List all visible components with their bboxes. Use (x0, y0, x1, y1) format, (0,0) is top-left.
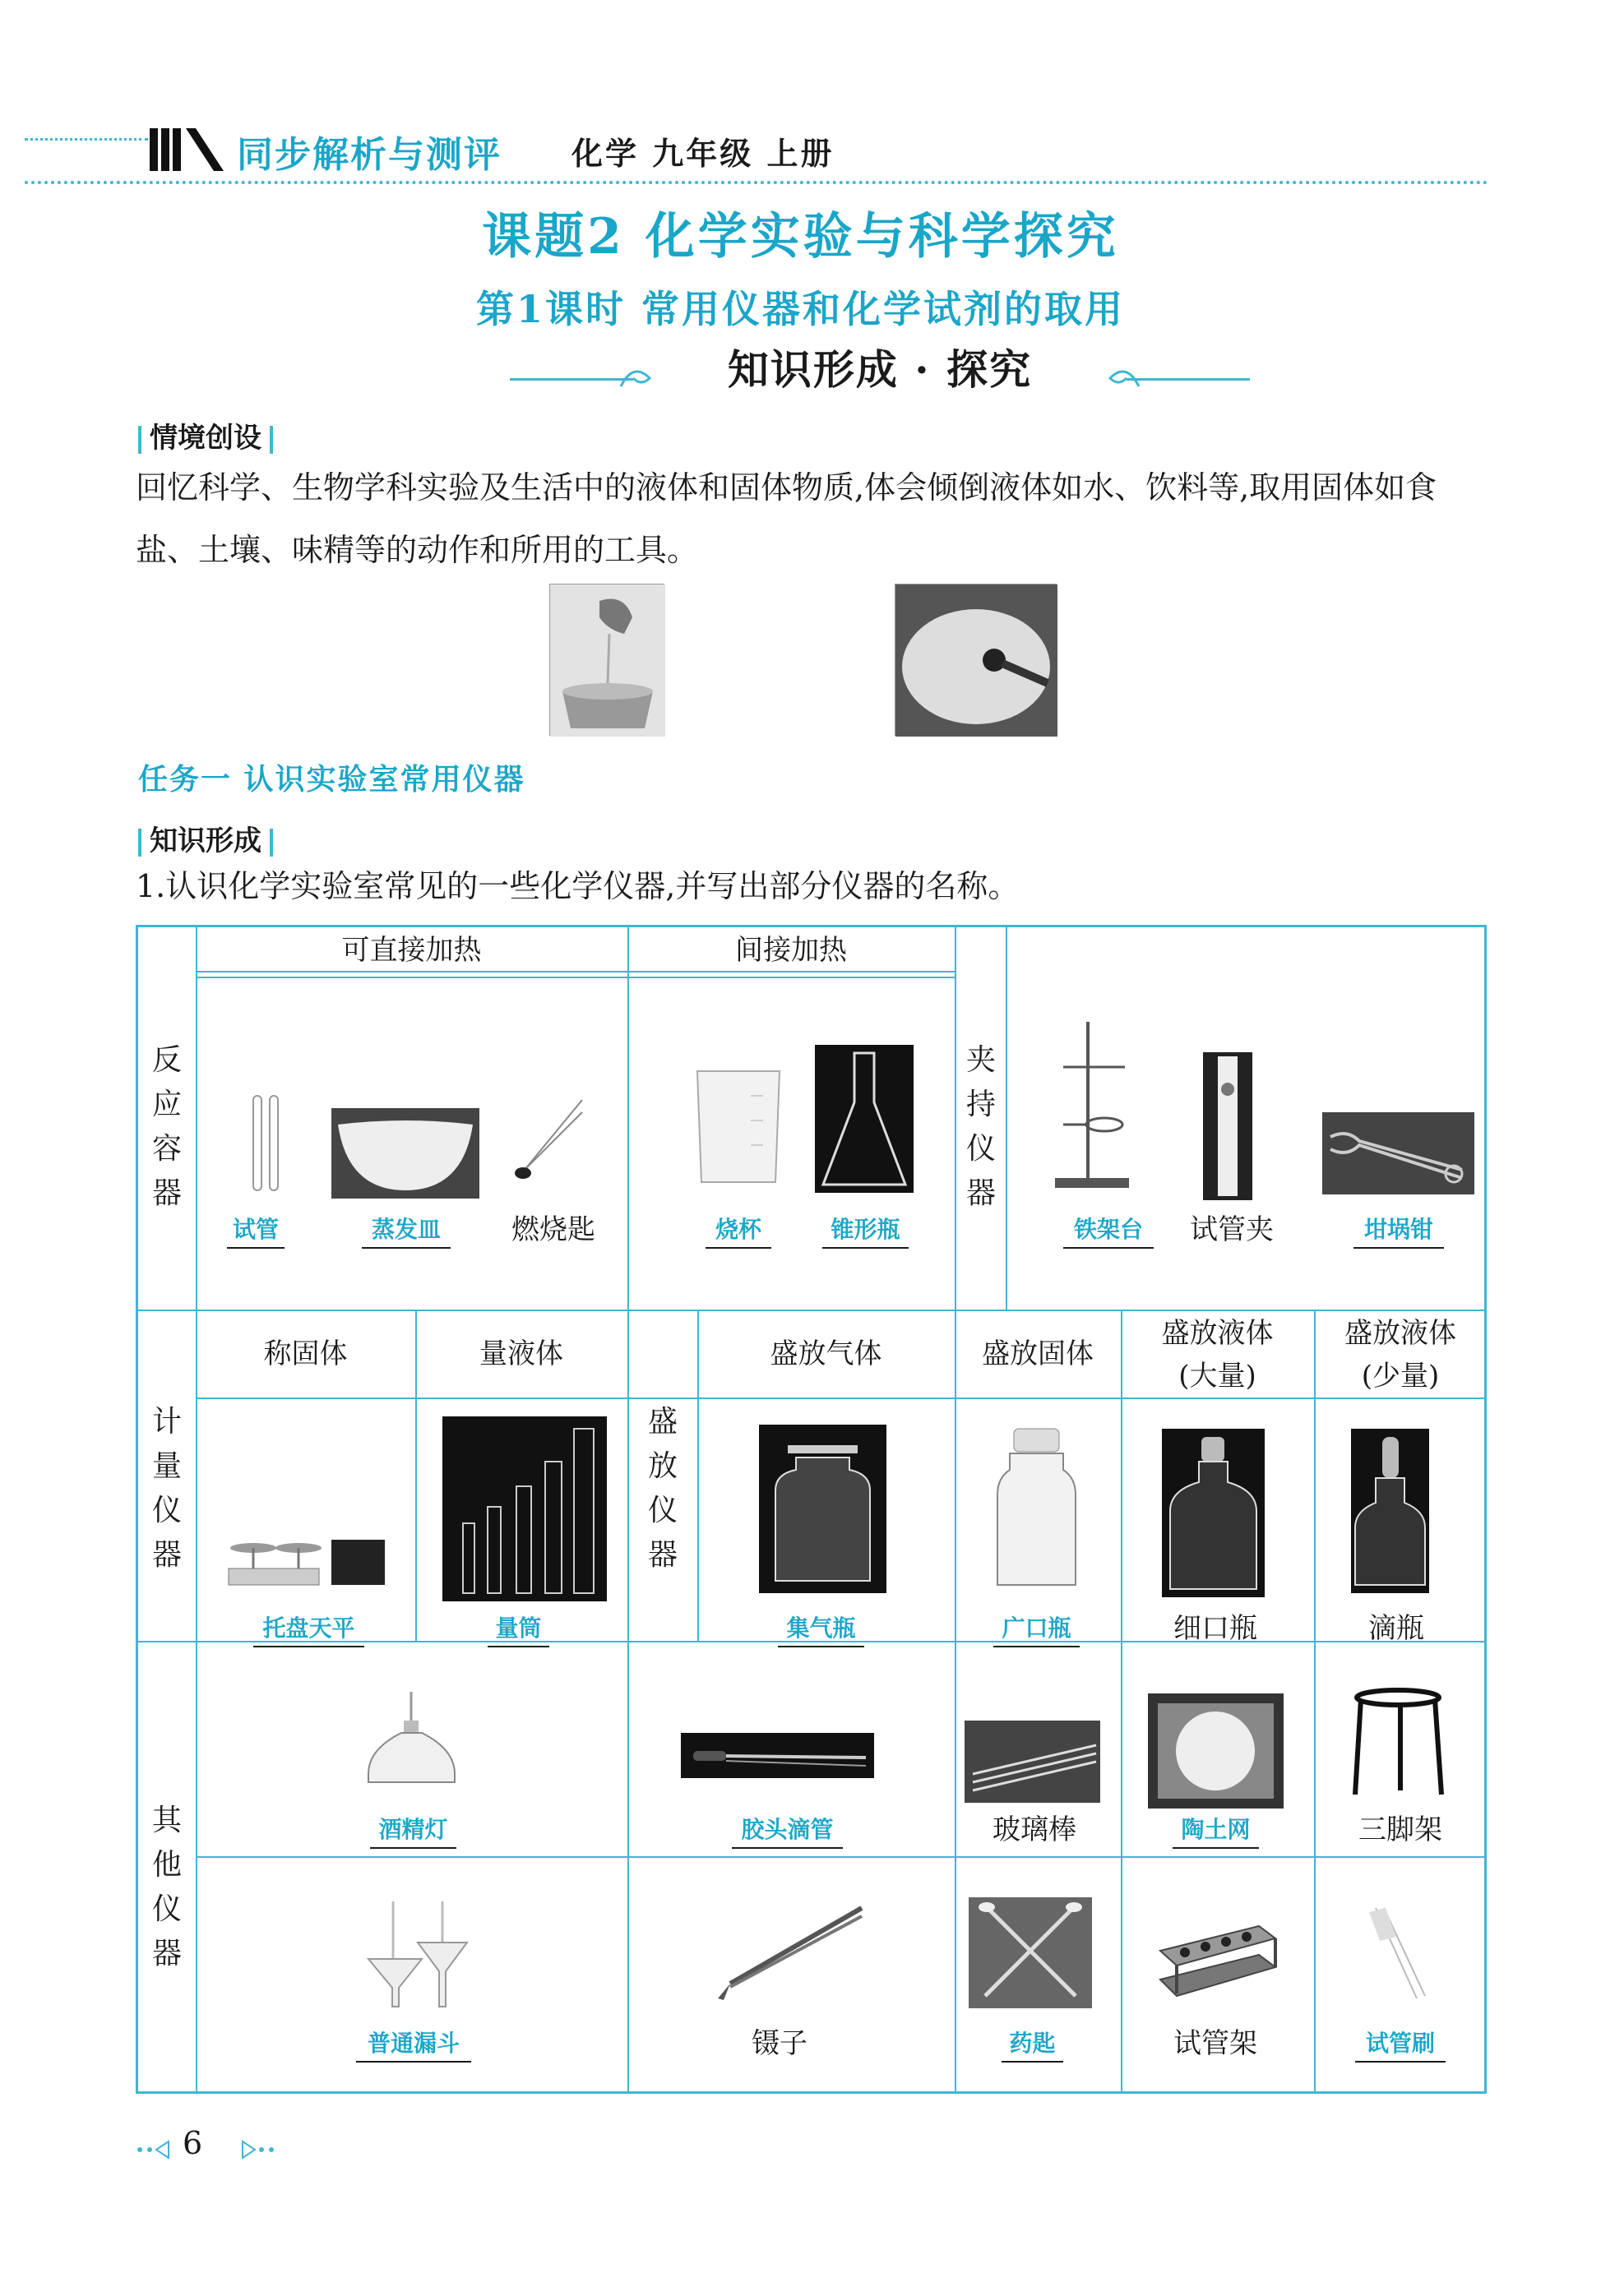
header-hold-liquid-small: 盛放液体 (1344, 1317, 1456, 1350)
header-weigh-solid: 称固体 (263, 1337, 348, 1370)
header-hold-liquid-large: 盛放液体 (1161, 1317, 1274, 1350)
header-hold-liquid-small-sub: (少量) (1361, 1360, 1440, 1393)
header-direct-heat: 可直接加热 (341, 934, 482, 967)
grid-line (196, 1397, 1487, 1399)
spoon-bowl-photo (895, 584, 1057, 736)
label-tripod: 三脚架 (1358, 1813, 1442, 1846)
label-bar-left (138, 426, 141, 454)
category-clamp: 夹持仪器 (965, 1043, 996, 1210)
answer-crucible-tongs: 坩埚钳 (1353, 1211, 1444, 1249)
period-title: 第1课时 常用仪器和化学试剂的取用 (475, 287, 1126, 331)
iron-stand-icon (1047, 1018, 1137, 1199)
balance-icon (220, 1503, 393, 1593)
test-tube-brush-icon (1359, 1904, 1433, 2003)
label-rack: 试管架 (1173, 2027, 1257, 2060)
answer-gas-bottle: 集气瓶 (778, 1610, 864, 1647)
series-title: 同步解析与测评 (237, 134, 502, 176)
page-number: 6 (183, 2125, 203, 2161)
answer-spatula: 药匙 (1002, 2025, 1063, 2063)
book-title: 化学 九年级 上册 (571, 136, 835, 172)
gas-bottle-icon (759, 1425, 886, 1593)
answer-beaker: 烧杯 (706, 1211, 771, 1249)
grid-line (627, 1310, 629, 1641)
grid-line (1121, 1641, 1122, 2094)
task1-question: 1.认识化学实验室常见的一些化学仪器,并写出部分仪器的名称。 (136, 868, 1020, 904)
category-measure: 计量仪器 (151, 1405, 182, 1572)
label-test-tube-holder: 试管夹 (1190, 1213, 1274, 1246)
task1-title: 任务一 认识实验室常用仪器 (138, 763, 525, 797)
answer-iron-stand: 铁架台 (1063, 1211, 1154, 1249)
books-logo-icon (148, 123, 230, 173)
banner-line-right (1127, 378, 1250, 381)
dropper-bottle-icon (1351, 1429, 1429, 1593)
answer-balance: 托盘天平 (253, 1610, 364, 1647)
header-indirect-heat: 间接加热 (735, 934, 847, 967)
page-footer (132, 2125, 280, 2174)
running-header (25, 123, 1488, 181)
wide-mouth-bottle-icon (993, 1425, 1080, 1593)
banner-line-left (510, 378, 633, 381)
label-combustion-spoon: 燃烧匙 (511, 1213, 595, 1246)
category-storage: 盛放仪器 (647, 1405, 678, 1572)
grid-line (196, 1856, 1487, 1858)
grid-line (1314, 1641, 1316, 2094)
clay-gauze-icon (1148, 1693, 1284, 1809)
test-tube-icon (237, 1092, 294, 1199)
funnel-icon (364, 1901, 471, 2008)
header-rule (25, 181, 1488, 184)
section-banner (510, 337, 1250, 395)
banner-text: 知识形成 · 探究 (727, 345, 1033, 394)
answer-wide-mouth-bottle: 广口瓶 (993, 1610, 1080, 1647)
combustion-spoon-icon (500, 1096, 590, 1186)
answer-brush: 试管刷 (1355, 2025, 1446, 2063)
answer-dropper: 胶头滴管 (732, 1811, 843, 1849)
category-other: 其他仪器 (151, 1804, 182, 1970)
pouring-liquid-photo (549, 584, 664, 736)
header-dotted-arrow (25, 138, 148, 141)
grid-line (627, 1641, 629, 2094)
lesson-title: 课题2 化学实验与科学探究 (482, 208, 1119, 266)
grid-line (627, 927, 629, 1310)
scenario-text: 回忆科学、生物学科实验及生活中的液体和固体物质,体会倾倒液体如水、饮料等,取用固体如食盐、土壤、味精等的动作和所用的工具。 (136, 469, 1437, 568)
label-bar-right (270, 829, 273, 857)
answer-conical-flask: 锥形瓶 (822, 1211, 909, 1249)
conical-flask-icon (815, 1045, 914, 1193)
answer-evaporating-dish: 蒸发皿 (362, 1211, 451, 1249)
label-bar-right (270, 426, 273, 454)
crucible-tongs-icon (1322, 1112, 1474, 1194)
answer-gauze: 陶土网 (1173, 1811, 1259, 1849)
beaker-icon (685, 1063, 792, 1190)
header-hold-liquid-large-sub: (大量) (1178, 1360, 1256, 1393)
knowledge-label: 知识形成 (130, 818, 281, 858)
glass-rod-icon (965, 1721, 1100, 1803)
answer-alcohol-lamp: 酒精灯 (370, 1811, 456, 1849)
instrument-table (136, 925, 1487, 2094)
answer-test-tube: 试管 (227, 1211, 285, 1249)
header-hold-solid: 盛放固体 (982, 1337, 1094, 1370)
grid-line (196, 927, 197, 2094)
grid-line (196, 977, 955, 978)
medicine-spoon-icon (969, 1897, 1092, 2008)
label-tweezers: 镊子 (752, 2027, 807, 2060)
grid-line (955, 927, 956, 1310)
tweezers-icon (706, 1901, 870, 2004)
evaporating-dish-icon (331, 1108, 479, 1199)
page-number-ornament-icon (132, 2132, 280, 2169)
label-dropper-bottle: 滴瓶 (1368, 1612, 1424, 1645)
label-narrow-mouth-bottle: 细口瓶 (1173, 1612, 1257, 1645)
graduated-cylinder-icon (442, 1416, 607, 1601)
grid-line (955, 1641, 956, 2094)
rubber-dropper-icon (681, 1733, 874, 1778)
answer-cylinder: 量筒 (488, 1610, 549, 1647)
category-reaction: 反应容器 (151, 1043, 182, 1210)
label-bar-left (138, 829, 141, 857)
test-tube-rack-icon (1152, 1901, 1279, 2000)
scenario-label: 情境创设 (130, 415, 281, 455)
answer-funnel: 普通漏斗 (356, 2025, 471, 2063)
grid-line (138, 1310, 1487, 1311)
grid-line (1006, 927, 1007, 1310)
narrow-mouth-bottle-icon (1162, 1429, 1265, 1597)
label-glass-rod: 玻璃棒 (993, 1813, 1076, 1846)
header-hold-gas: 盛放气体 (770, 1337, 882, 1370)
alcohol-lamp-icon (364, 1692, 459, 1786)
header-measure-liquid: 量液体 (479, 1337, 563, 1370)
tripod-icon (1351, 1688, 1446, 1799)
test-tube-holder-icon (1203, 1052, 1252, 1200)
